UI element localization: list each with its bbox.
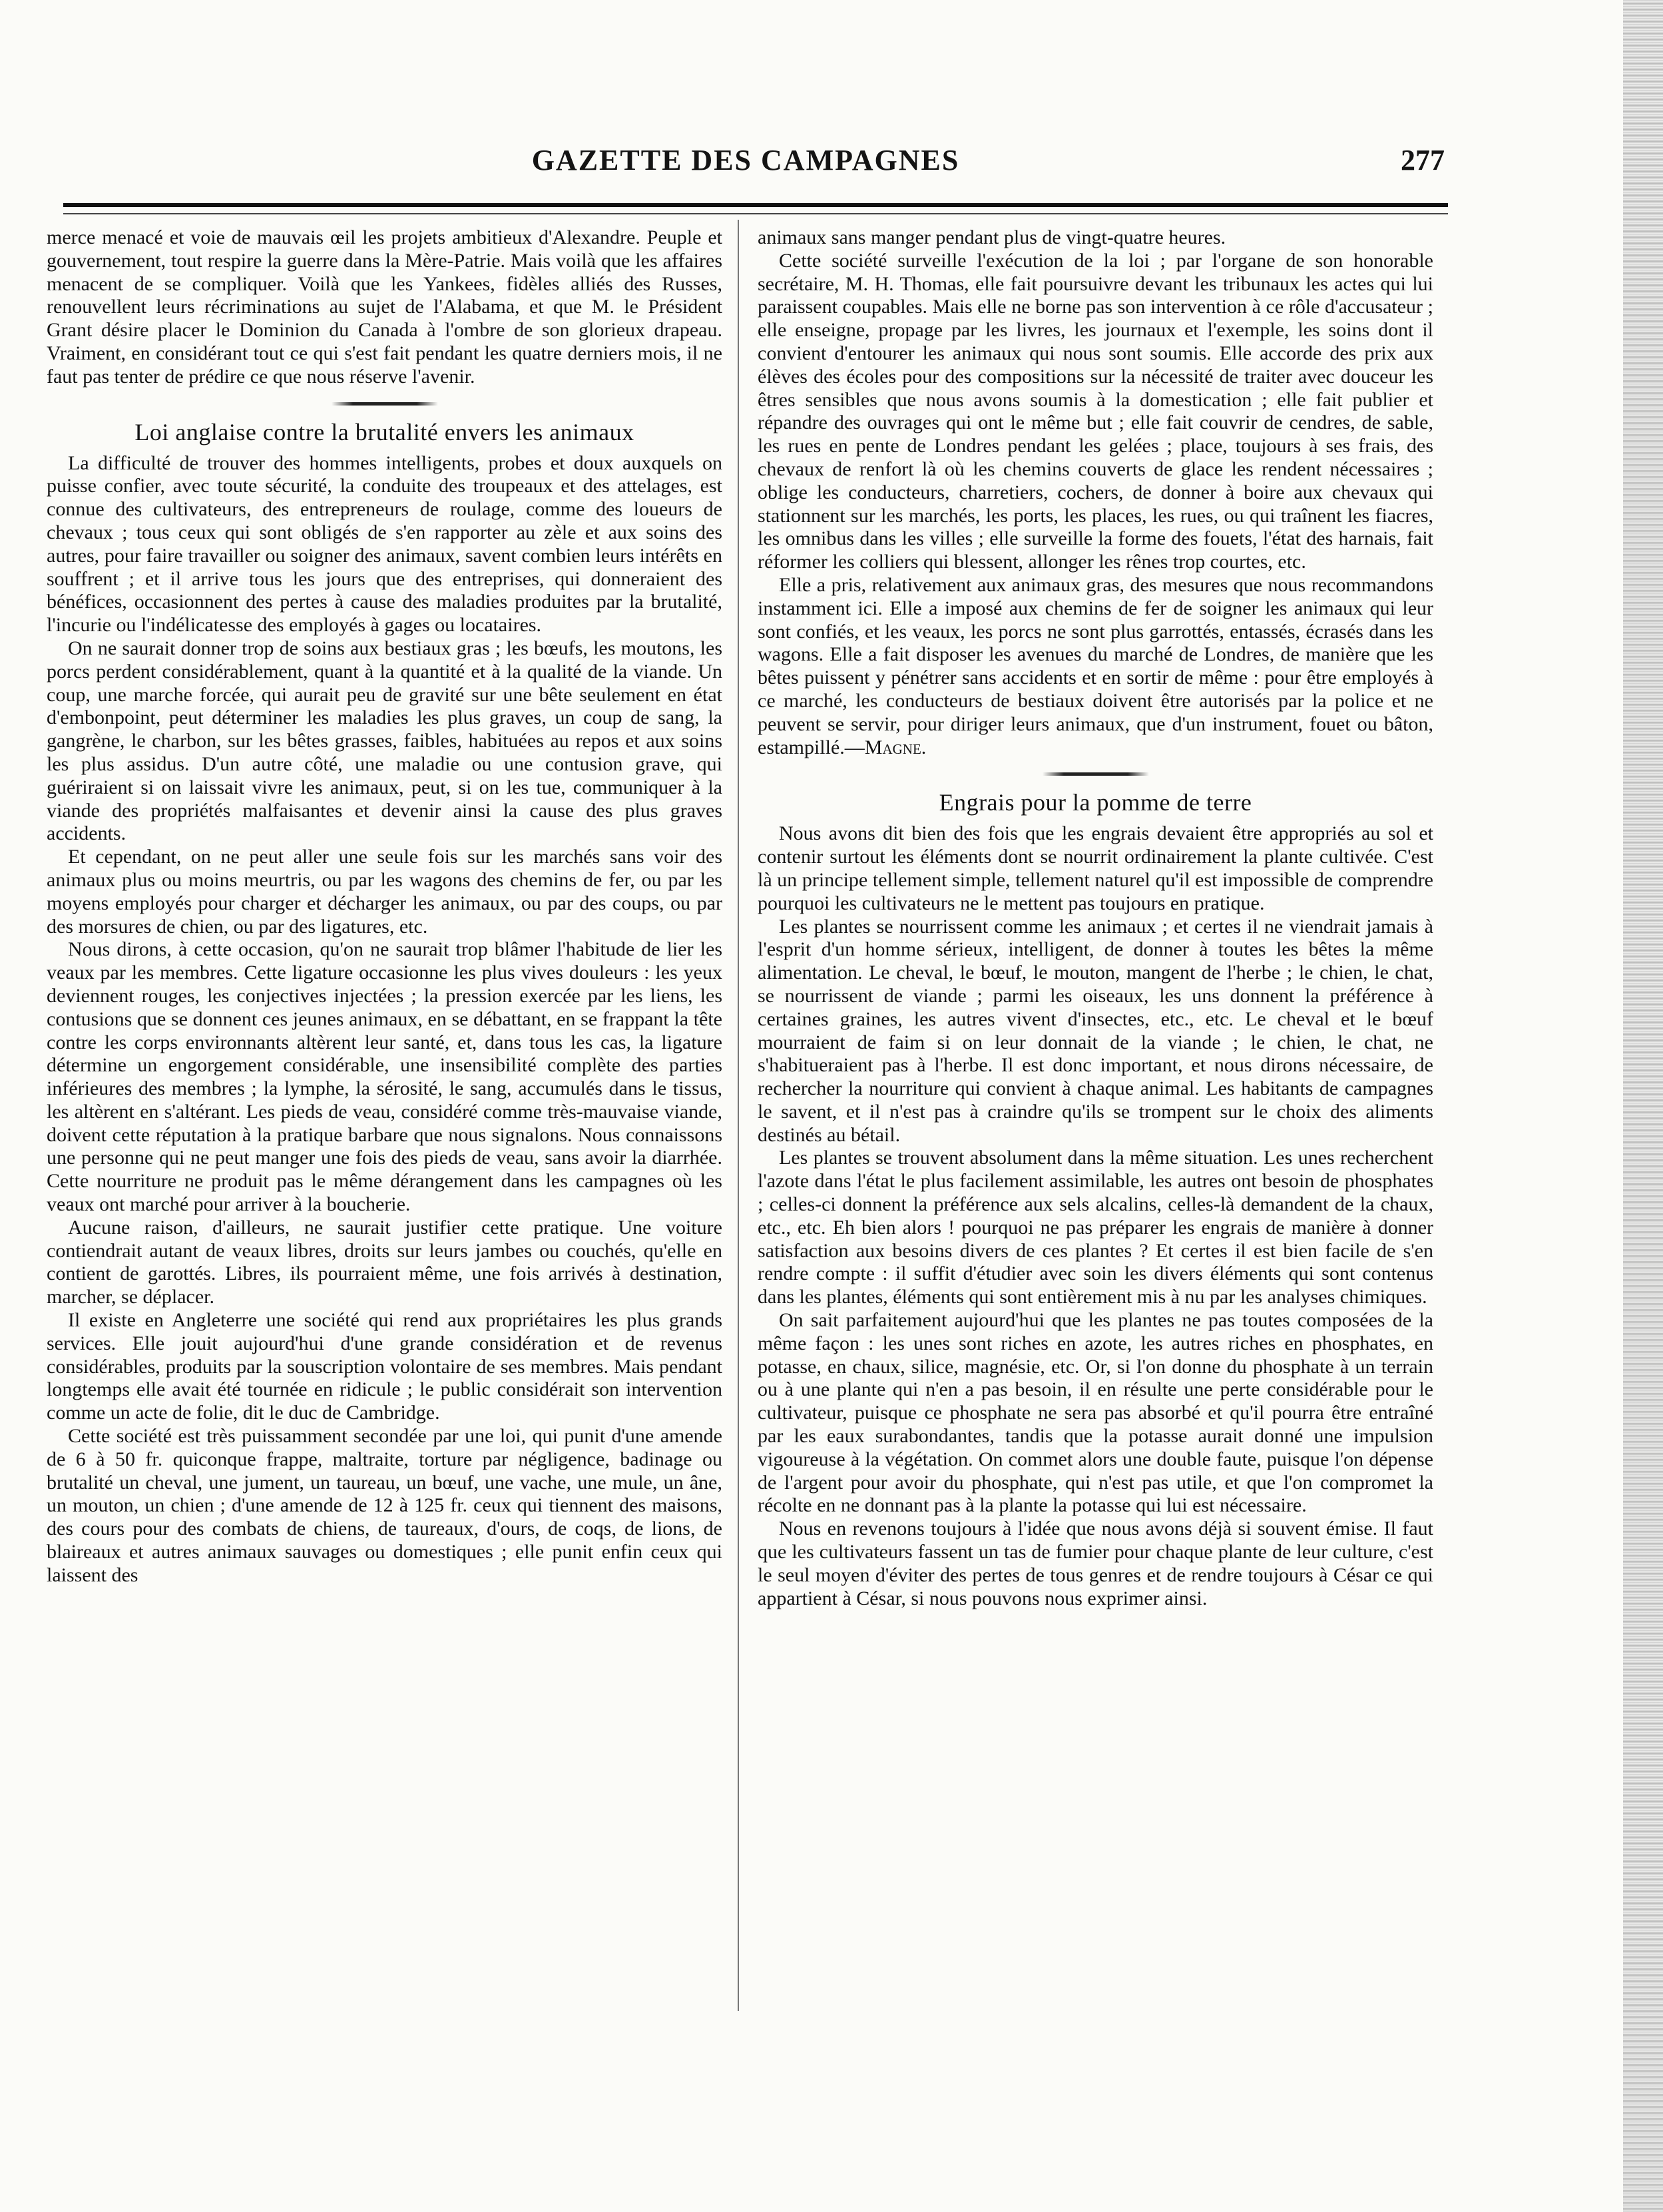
article-paragraph	[758, 574, 1433, 759]
article-paragraph: Nous en revenons toujours à l'idée que nous avons déjà si souvent émise. Il faut que les cultivateurs fassent un tas de fumier pour chaque plante de leur culture, c'est le seul moyen d'éviter des pertes de tous genres et de rendre toujours à César ce qui appartient à César, si nous pouvons nous exprimer ainsi.	[758, 1518, 1433, 1609]
page-number: 277	[1401, 144, 1445, 176]
article-paragraph: Nous avons dit bien des fois que les engrais devaient être appropriés au sol et contenir surtout les éléments dont se nourrit ordinairement la plante cultivée. C'est là un principe tellement simple, tellement naturel qu'il est impossible de comprendre pourquoi les cultivateurs ne le mettent pas toujours en pratique.	[758, 822, 1433, 914]
right-column	[758, 226, 1433, 1610]
article-title-fertilizer: Engrais pour la pomme de terre	[939, 789, 1252, 816]
author-signature: —Magne.	[844, 736, 927, 758]
page-edge-scan-artifact	[1623, 0, 1663, 2212]
article-paragraph: Aucune raison, d'ailleurs, ne saurait justifier cette pratique. Une voiture contiendrait autant de veaux libres, droits sur leurs jambes ou couchés, qu'elle en contient de garottés. Libres, ils pourraient même, une fois arrivés à destination, marcher, se déplacer.	[47, 1216, 722, 1308]
article-title-animal-law: Loi anglaise contre la brutalité envers les animaux	[134, 418, 634, 445]
article-paragraph: Les plantes se nourrissent comme les animaux ; et certes il ne viendrait jamais à l'esprit d'un homme sérieux, intelligent, de donner à toutes les bêtes la même alimentation. Le cheval, le bœuf, le mouton, mangent de l'herbe ; le chien, le chat, se nourrissent de viande ; parmi les oiseaux, les uns donnent la préférence à certaines graines, les autres vivent d'insectes, etc., etc. Le cheval et le bœuf mourraient de faim si on leur donnait de la viande ; le chien, le chat, ne s'habitueraient pas à l'herbe. Il est donc important, et nous dirons nécessaire, de rechercher la nourriture qui convient à chaque animal. Les habitants de campagnes le savent, et il n'est pas à craindre qu'ils se trompent sur le choix des aliments destinés au bétail.	[758, 915, 1433, 1146]
article-paragraph: Cette société surveille l'exécution de la loi ; par l'organe de son honorable secrétaire, M. H. Thomas, elle fait poursuivre devant les tribunaux les actes qui lui paraissent coupables. Mais elle ne borne pas son intervention à ce rôle d'accusateur ; elle enseigne, propage par les livres, les journaux et l'exemple, les soins dont il convient d'entourer les animaux qui nous sont soumis. Elle accorde des prix aux élèves des écoles pour des compositions sur la nécessité de traiter avec douceur les êtres sensibles que nous avons soumis à la domestication ; elle fait publier et répandre des ouvrages qui ont le même but ; elle fait couvrir de cendres, de sable, les rues en pente de Londres pendant les gelées ; place, toujours à ses frais, des chevaux de renfort là où les chemins couverts de glace les rendent nécessaires ; oblige les conducteurs, charretiers, cochers, de donner à boire aux chevaux qui stationnent sur les marchés, les ports, les places, les rues, ou qui traînent les fiacres, les omnibus dans les villes ; elle surveille la forme des fouets, l'état des harnais, fait réformer les colliers qui blessent, allonger les rênes trop courtes, etc.	[758, 249, 1433, 573]
article-paragraph: Il existe en Angleterre une société qui rend aux propriétaires les plus grands services. Elle jouit aujourd'hui d'une grande considération et de revenus considérables, produits par la souscription volontaire de ses membres. Mais pendant longtemps elle avait été tournée en ridicule ; le public considérait son intervention comme un acte de folie, dit le duc de Cambridge.	[47, 1309, 722, 1424]
article-paragraph: On ne saurait donner trop de soins aux bestiaux gras ; les bœufs, les moutons, les porcs perdent considérablement, quant à la quantité et à la qualité de la viande. Un coup, une marche forcée, qui aurait peu de gravité sur une bête seulement en état d'embonpoint, peut déterminer les maladies les plus graves, un coup de sang, la gangrène, le charbon, sur les bêtes grasses, faibles, habituées au repos et aux soins les plus assidus. D'un autre côté, une maladie ou une contusion grave, qui guériraient si on laissait vivre les animaux, peut, si on les tue, communiquer à la viande des propriétés malfaisantes et devenir ainsi la cause des plus graves accidents.	[47, 637, 722, 845]
article-paragraph: Les plantes se trouvent absolument dans la même situation. Les unes recherchent l'azote dans l'état le plus facilement assimilable, les autres ont besoin de phosphates ; celles-ci donnent la préférence aux sels alcalins, celles-là demandent de la chaux, etc., etc. Eh bien alors ! pourquoi ne pas préparer les engrais de manière à donner satisfaction aux besoins divers de ces plantes ? Et certes il est bien facile de s'en rendre compte : il suffit d'étudier avec soin les divers éléments qui sont contenus dans les plantes, éléments qui sont entièrement mis à nu par les analyses chimiques.	[758, 1147, 1433, 1308]
page-header	[47, 143, 1445, 183]
article-paragraph: Nous dirons, à cette occasion, qu'on ne saurait trop blâmer l'habitude de lier les veaux par les membres. Cette ligature occasionne les plus vives douleurs : les yeux deviennent rouges, les conjectives injectées ; la pression exercée par les liens, les contusions que se donnent ces jeunes animaux, en se débattant, en se frappant la tête contre les corps environnants altèrent leur santé, et, dans tous les cas, la ligature détermine un engorgement considérable, une insensibilité complète des parties inférieures des membres ; la lymphe, la sérosité, le sang, accumulés dans le tissus, les altèrent en s'altérant. Les pieds de veau, considéré comme très-mauvaise viande, doivent cette réputation à la pratique barbare que nous signalons. Nous connaissons une personne qui ne peut manger une fois des pieds de veau, sans avoir la diarrhée. Cette nourriture ne produit pas le même dérangement dans les campagnes où les veaux ont marché pour arriver à la boucherie.	[47, 938, 722, 1216]
continued-paragraph: merce menacé et voie de mauvais œil les projets ambitieux d'Alexandre. Peuple et gouvernement, tout respire la guerre dans la Mère-Patrie. Mais voilà que les affaires menacent de se compliquer. Voilà que les Yankees, fidèles alliés des Russes, renouvellent leurs récriminations au sujet de l'Alabama, et que M. le Président Grant désire placer le Dominion du Canada à l'ombre de son glorieux drapeau. Vraiment, en considérant tout ce qui s'est fait pendant les quatre derniers mois, il ne faut pas tenter de prédire ce que nous réserve l'avenir.	[47, 226, 722, 388]
header-rule-thin	[63, 213, 1448, 214]
article-paragraph: Cette société est très puissamment secondée par une loi, qui punit d'une amende de 6 à 50 fr. quiconque frappe, maltraite, torture par négligence, badinage ou brutalité un cheval, une jument, un taureau, un bœuf, une vache, une mule, un âne, un mouton, un chien ; d'une amende de 12 à 125 fr. ceux qui tiennent des maisons, des cours pour des combats de chiens, de taureaux, d'ours, de coqs, de lions, de blaireaux et autres animaux sauvages ou domestiques ; elle punit enfin ceux qui laissent des	[47, 1425, 722, 1586]
article-paragraph: On sait parfaitement aujourd'hui que les plantes ne pas toutes composées de la même façon : les unes sont riches en azote, les autres riches en phosphates, en potasse, en chaux, silice, magnésie, etc. Or, si l'on donne du phosphate à un terrain ou à une plante qui n'en a pas besoin, il en résulte une perte considérable pour le cultivateur, puisque ce phosphate ne sera pas absorbé et qu'il pourra être entraîné par les eaux surabondantes, tandis que la potasse aurait donné une impulsion vigoureuse à la végétation. On commet alors une double faute, puisque l'on dépense de l'argent pour avoir du phosphate, qui n'est pas utile, et que l'on compromet la récolte en ne donnant pas à la plante la potasse qui lui est nécessaire.	[758, 1309, 1433, 1517]
article-paragraph-text: Elle a pris, relativement aux animaux gras, des mesures que nous recommandons instamment ici. Elle a imposé aux chemins de fer de soigner les animaux qui leur sont confiés, et les veaux, les porcs ne sont plus garrottés, entassés, écrasés dans les wagons. Elle a fait disposer les avenues du marché de Londres, de manière que les bêtes puissent y pénétrer sans accidents et en sortir de même : pour être employés à ce marché, les conducteurs de bestiaux doivent être autorisés par la police et ne peuvent se servir, pour diriger leurs animaux, que d'un instrument, fouet ou bâton, estampillé.	[758, 573, 1433, 758]
section-separator	[1043, 772, 1149, 776]
article-paragraph: animaux sans manger pendant plus de vingt-quatre heures.	[758, 226, 1226, 248]
header-rule	[63, 203, 1448, 207]
section-separator	[332, 402, 438, 406]
column-divider	[738, 220, 739, 2011]
article-paragraph: La difficulté de trouver des hommes intelligents, probes et doux auxquels on puisse confier, avec toute sécurité, la conduite des troupeaux et des attelages, est connue des cultivateurs, des entrepreneurs de roulage, comme des loueurs de chevaux ; tous ceux qui sont obligés de s'en rapporter au zèle et aux soins des autres, pour faire travailler ou soigner des animaux, savent combien leurs intérêts en souffrent ; et il arrive tous les jours que des entreprises, qui donneraient des bénéfices, occasionnent des pertes à cause des maladies produites par la brutalité, l'incurie ou l'indélicatesse des employés à gages ou locataires.	[47, 451, 722, 637]
article-paragraph: Et cependant, on ne peut aller une seule fois sur les marchés sans voir des animaux plus ou moins meurtris, ou par les wagons des chemins de fer, ou par les moyens employés pour charger et décharger les animaux, ou par des coups, ou par des morsures de chien, ou par des ligatures, etc.	[47, 846, 722, 938]
publication-title: GAZETTE DES CAMPAGNES	[531, 144, 960, 176]
left-column	[47, 226, 722, 1587]
